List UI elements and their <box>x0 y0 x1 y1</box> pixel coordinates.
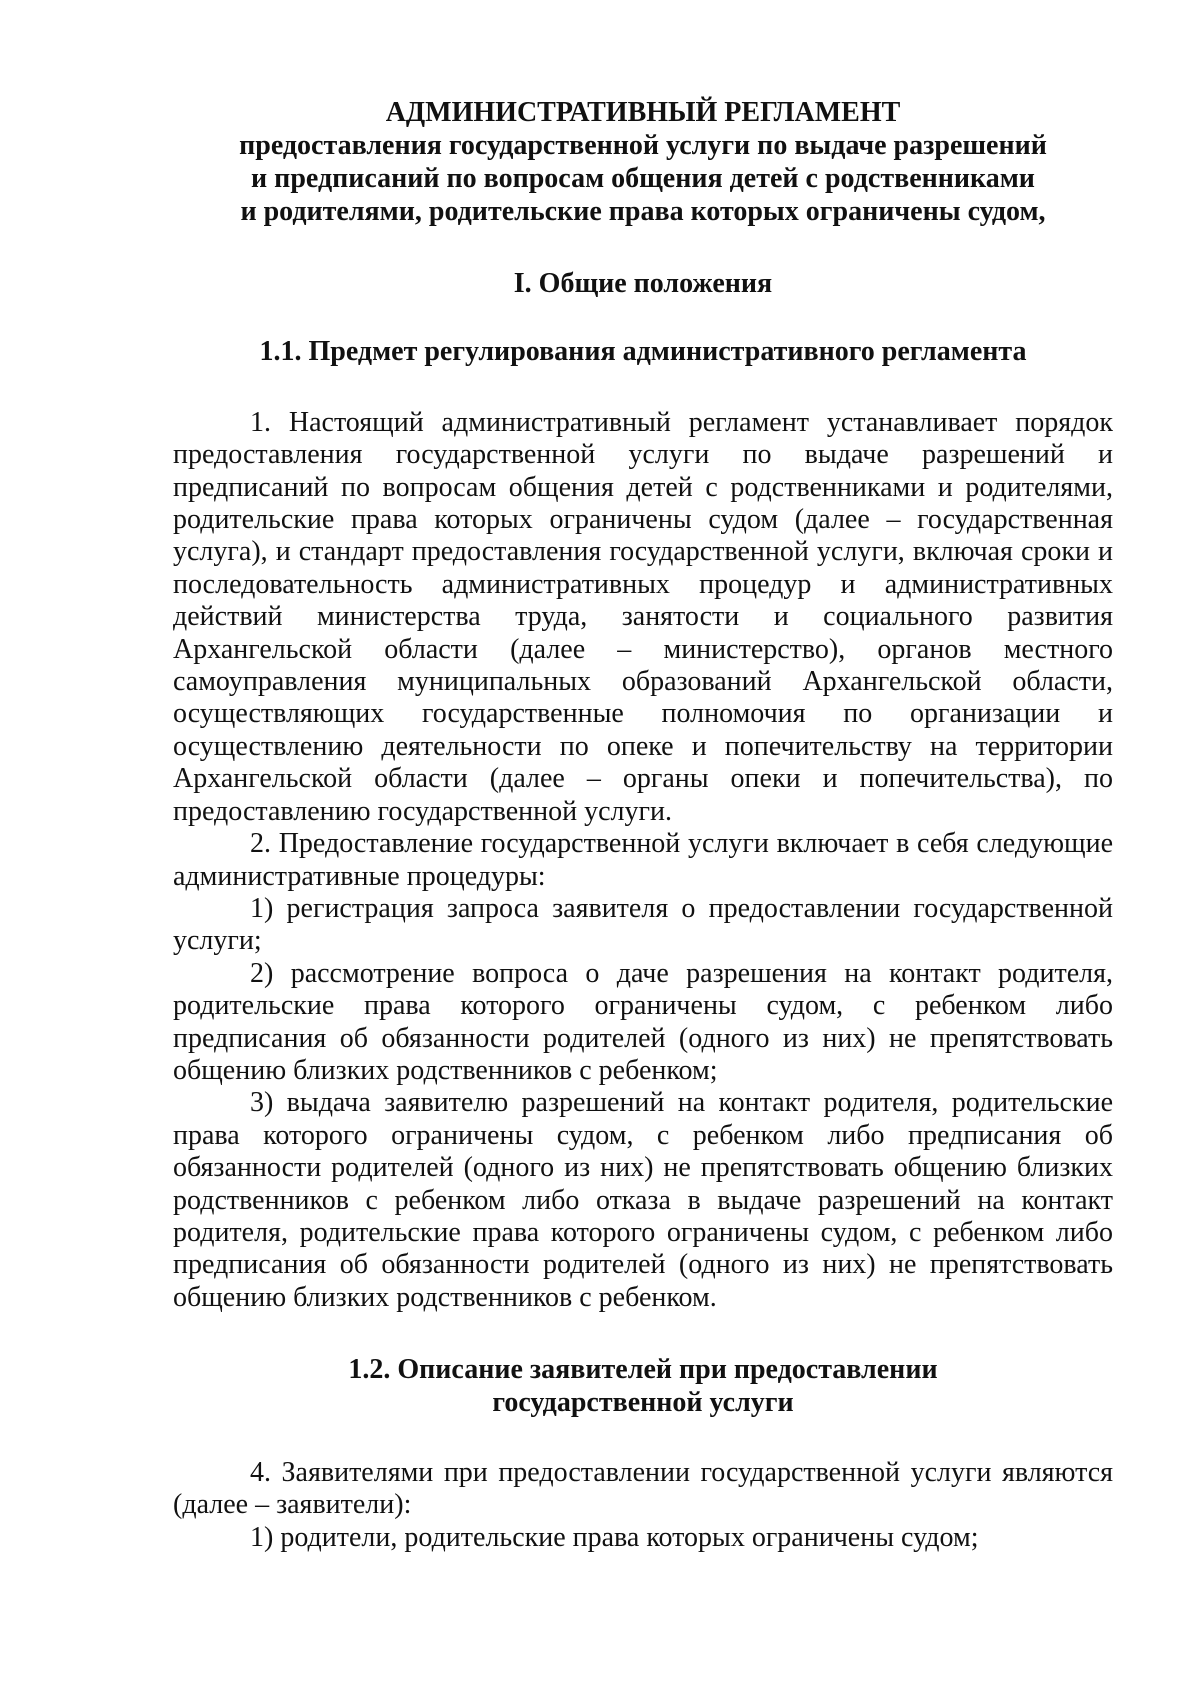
title-line: и родителями, родительские права которых ограничены судом, <box>240 196 1046 227</box>
title-line: АДМИНИСТРАТИВНЫЙ РЕГЛАМЕНТ <box>385 97 901 128</box>
paragraph-4: 4. Заявителями при предоставлении государственной услуги являются (далее – заявители): <box>173 1457 1113 1521</box>
subsection-heading-1-1 <box>173 336 1113 368</box>
subsection-heading-line: государственной услуги <box>492 1386 794 1418</box>
section-heading-text: I. Общие положения <box>513 268 773 299</box>
paragraph-2: 2. Предоставление государственной услуги включает в себя следующие административные процедуры: <box>173 828 1113 892</box>
document-body <box>173 96 1113 1554</box>
subsection-heading-line: 1.2. Описание заявителей при предоставлении <box>348 1354 938 1386</box>
list-item-3: 3) выдача заявителю разрешений на контакт родителя, родительские права которого ограничены судом, с ребенком либо предписания об обязанности родителей (одного из них) не препятствовать общению близких родственников с ребенком либо отказа в выдаче разрешений на контакт родителя, родительские права которого ограничены судом, с ребенком либо предписания об обязанности родителей (одного из них) не препятствовать общению близких родственников с ребенком. <box>173 1087 1113 1313</box>
list-item-1: 1) регистрация запроса заявителя о предоставлении государственной услуги; <box>173 892 1113 957</box>
applicant-item-1: 1) родители, родительские права которых ограничены судом; <box>250 1521 979 1553</box>
section-heading <box>173 268 1113 300</box>
paragraph-1: 1. Настоящий административный регламент устанавливает порядок предоставления государственной услуги по выдаче разрешений и предписаний по вопросам общения детей с родственниками и родителями, родительские права которых ограничены судом (далее – государственная услуга), и стандарт предоставления государственной услуги, включая сроки и последовательность административных процедур и административных действий министерства труда, занятости и социального развития Архангельской области (далее – министерство), органов местного самоуправления муниципальных образований Архангельской области, осуществляющих государственные полномочия по организации и осуществлению деятельности по опеке и попечительству на территории Архангельской области (далее – органы опеки и попечительства), по предоставлению государственной услуги. <box>173 406 1113 827</box>
subsection-heading-1-2 <box>173 1354 1113 1419</box>
document-title <box>173 96 1113 228</box>
list-item-2: 2) рассмотрение вопроса о даче разрешения на контакт родителя, родительские права которого ограничены судом, с ребенком либо предписания об обязанности родителей (одного из них) не препятствовать общению близких родственников с ребенком; <box>173 957 1113 1086</box>
title-line: предоставления государственной услуги по выдаче разрешений <box>239 130 1047 161</box>
subsection-heading-text: 1.1. Предмет регулирования административного регламента <box>259 336 1027 368</box>
title-line: и предписаний по вопросам общения детей с родственниками <box>251 163 1035 194</box>
